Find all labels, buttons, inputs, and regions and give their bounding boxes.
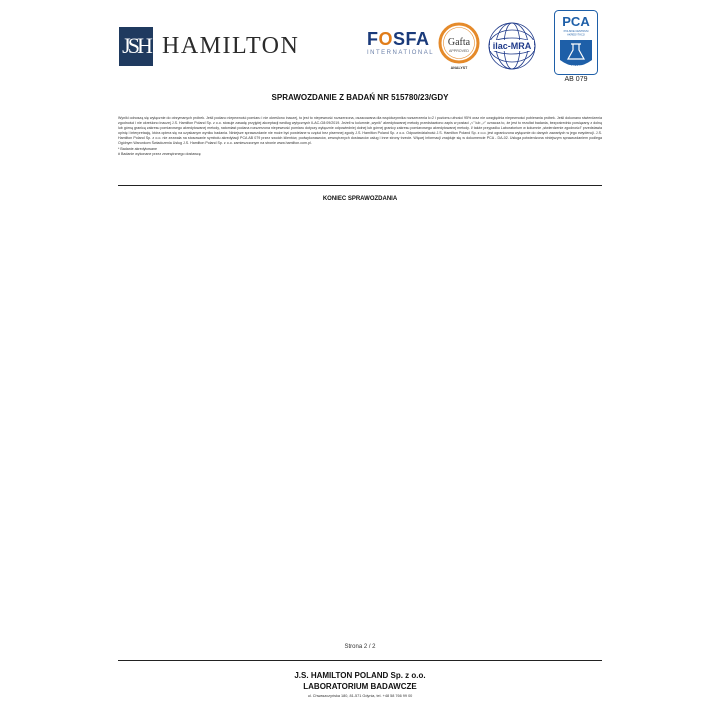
pca-subtitle-line2: AKREDYTACJI — [567, 33, 585, 37]
pca-badania: BADANIA — [569, 64, 583, 68]
ilac-mra-text: ilac-MRA — [492, 41, 532, 51]
pca-letters: PCA — [562, 14, 590, 29]
ilac-mra-logo — [486, 21, 538, 71]
fosfa-subtitle: INTERNATIONAL — [367, 50, 435, 56]
page-number: Strona 2 / 2 — [344, 644, 376, 650]
end-of-report: KONIEC SPRAWOZDANIA — [322, 196, 398, 202]
divider-top — [118, 185, 602, 186]
hamilton-logo — [119, 27, 299, 65]
notes-external-legend: # Badanie wykonane przez zewnętrznego dostawcę — [118, 151, 201, 156]
footer-lab: LABORATORIUM BADAWCZE — [303, 682, 417, 691]
footer-company: J.S. HAMILTON POLAND Sp. z o.o. — [294, 671, 426, 680]
hamilton-wordmark: HAMILTON — [162, 32, 300, 59]
pca-accreditation-number: AB 079 — [564, 76, 588, 83]
notes-accredited-legend: * Badanie akredytowane — [118, 146, 157, 151]
report-title: SPRAWOZDANIE Z BADAŃ NR 515780/23/GDY — [271, 93, 449, 102]
fosfa-logo — [367, 29, 435, 62]
gafta-name: Gafta — [447, 37, 471, 48]
gafta-logo — [438, 21, 480, 71]
jsh-logo-mark: JSH — [119, 27, 153, 66]
fosfa-wordmark: FOSFA — [367, 29, 430, 49]
report-notes — [118, 116, 602, 157]
footer-address: ul. Chwaszczyńska 180, 81-571 Gdynia, tel. +48 58 766 99 00 — [307, 694, 413, 698]
pca-logo — [554, 10, 598, 75]
divider-footer — [118, 660, 602, 661]
pca-subtitle-line1: POLSKIE CENTRUM — [563, 30, 589, 33]
gafta-analyst: ANALYST — [450, 66, 468, 70]
gafta-approved: APPROVED — [449, 49, 469, 53]
notes-paragraph: Wyniki odnoszą się wyłącznie do otrzymanych próbek. Jeśli podano niepewność pomiaru i nie określono inaczej, to jest to niepewność rozszerzona, oszacowana dla współczynnika rozszerzenia k=2 i poziomu ufności 95% oraz nie uwzględnia niepewności pobierania próbek. Jeśli dokonano stwierdzenia zgodności i nie określono inaczej J.S. Hamilton Poland Sp. z o.o. stosuje zasadę przyjętej akceptacji według wytycznych ILAC-G8:09/2019. Jeżeli w kolumnie „wynik" akredytowanej metody przedstawiono zapis w postaci „<" lub „>" oznacza to, że jest to rezultat badania, bezpośrednio powiązany z dolną lub górną granicą zakresu pomiarowego akredytowanej metody, natomiast podana rozszerzona niepewność pomiaru dotyczy wyłącznie odpowiedniej dolnej lub górnej granicy zakresu pomiarowego akredytowanej metody. I/ także przypadku Laboratorium w kolumnie „stwierdzenie zgodności" przedstawia opinię i interpretację, która opiera się na uzyskanym wyniku badania. Niniejsze sprawozdanie nie może być powielane w części bez pisemnej zgody J.S. Hamilton Poland Sp. z o.o. Odpowiedzialność J.S. Hamilton Poland Sp. z o.o. jest ograniczona wyłącznie do danych zawartych w jego ewydencji. J.S. Hamilton Poland Sp. z o.o. nie zezwala na stosowanie symbolu akredytacji PCA AB 079 przez swoich klientów, podwykonawców, zewnętrznych dostawców usług i inne strony trzecie. Więcej informacji znajduje się w dokumencie PCA - DA-02. Usługa potwierdzona niniejszym sprawozdaniem podlega Ogólnym Warunkom Świadczenia Usług J.S. Hamilton Poland Sp. z o.o. zamieszczonym na stronie www.hamilton.com.pl. — [118, 116, 602, 146]
